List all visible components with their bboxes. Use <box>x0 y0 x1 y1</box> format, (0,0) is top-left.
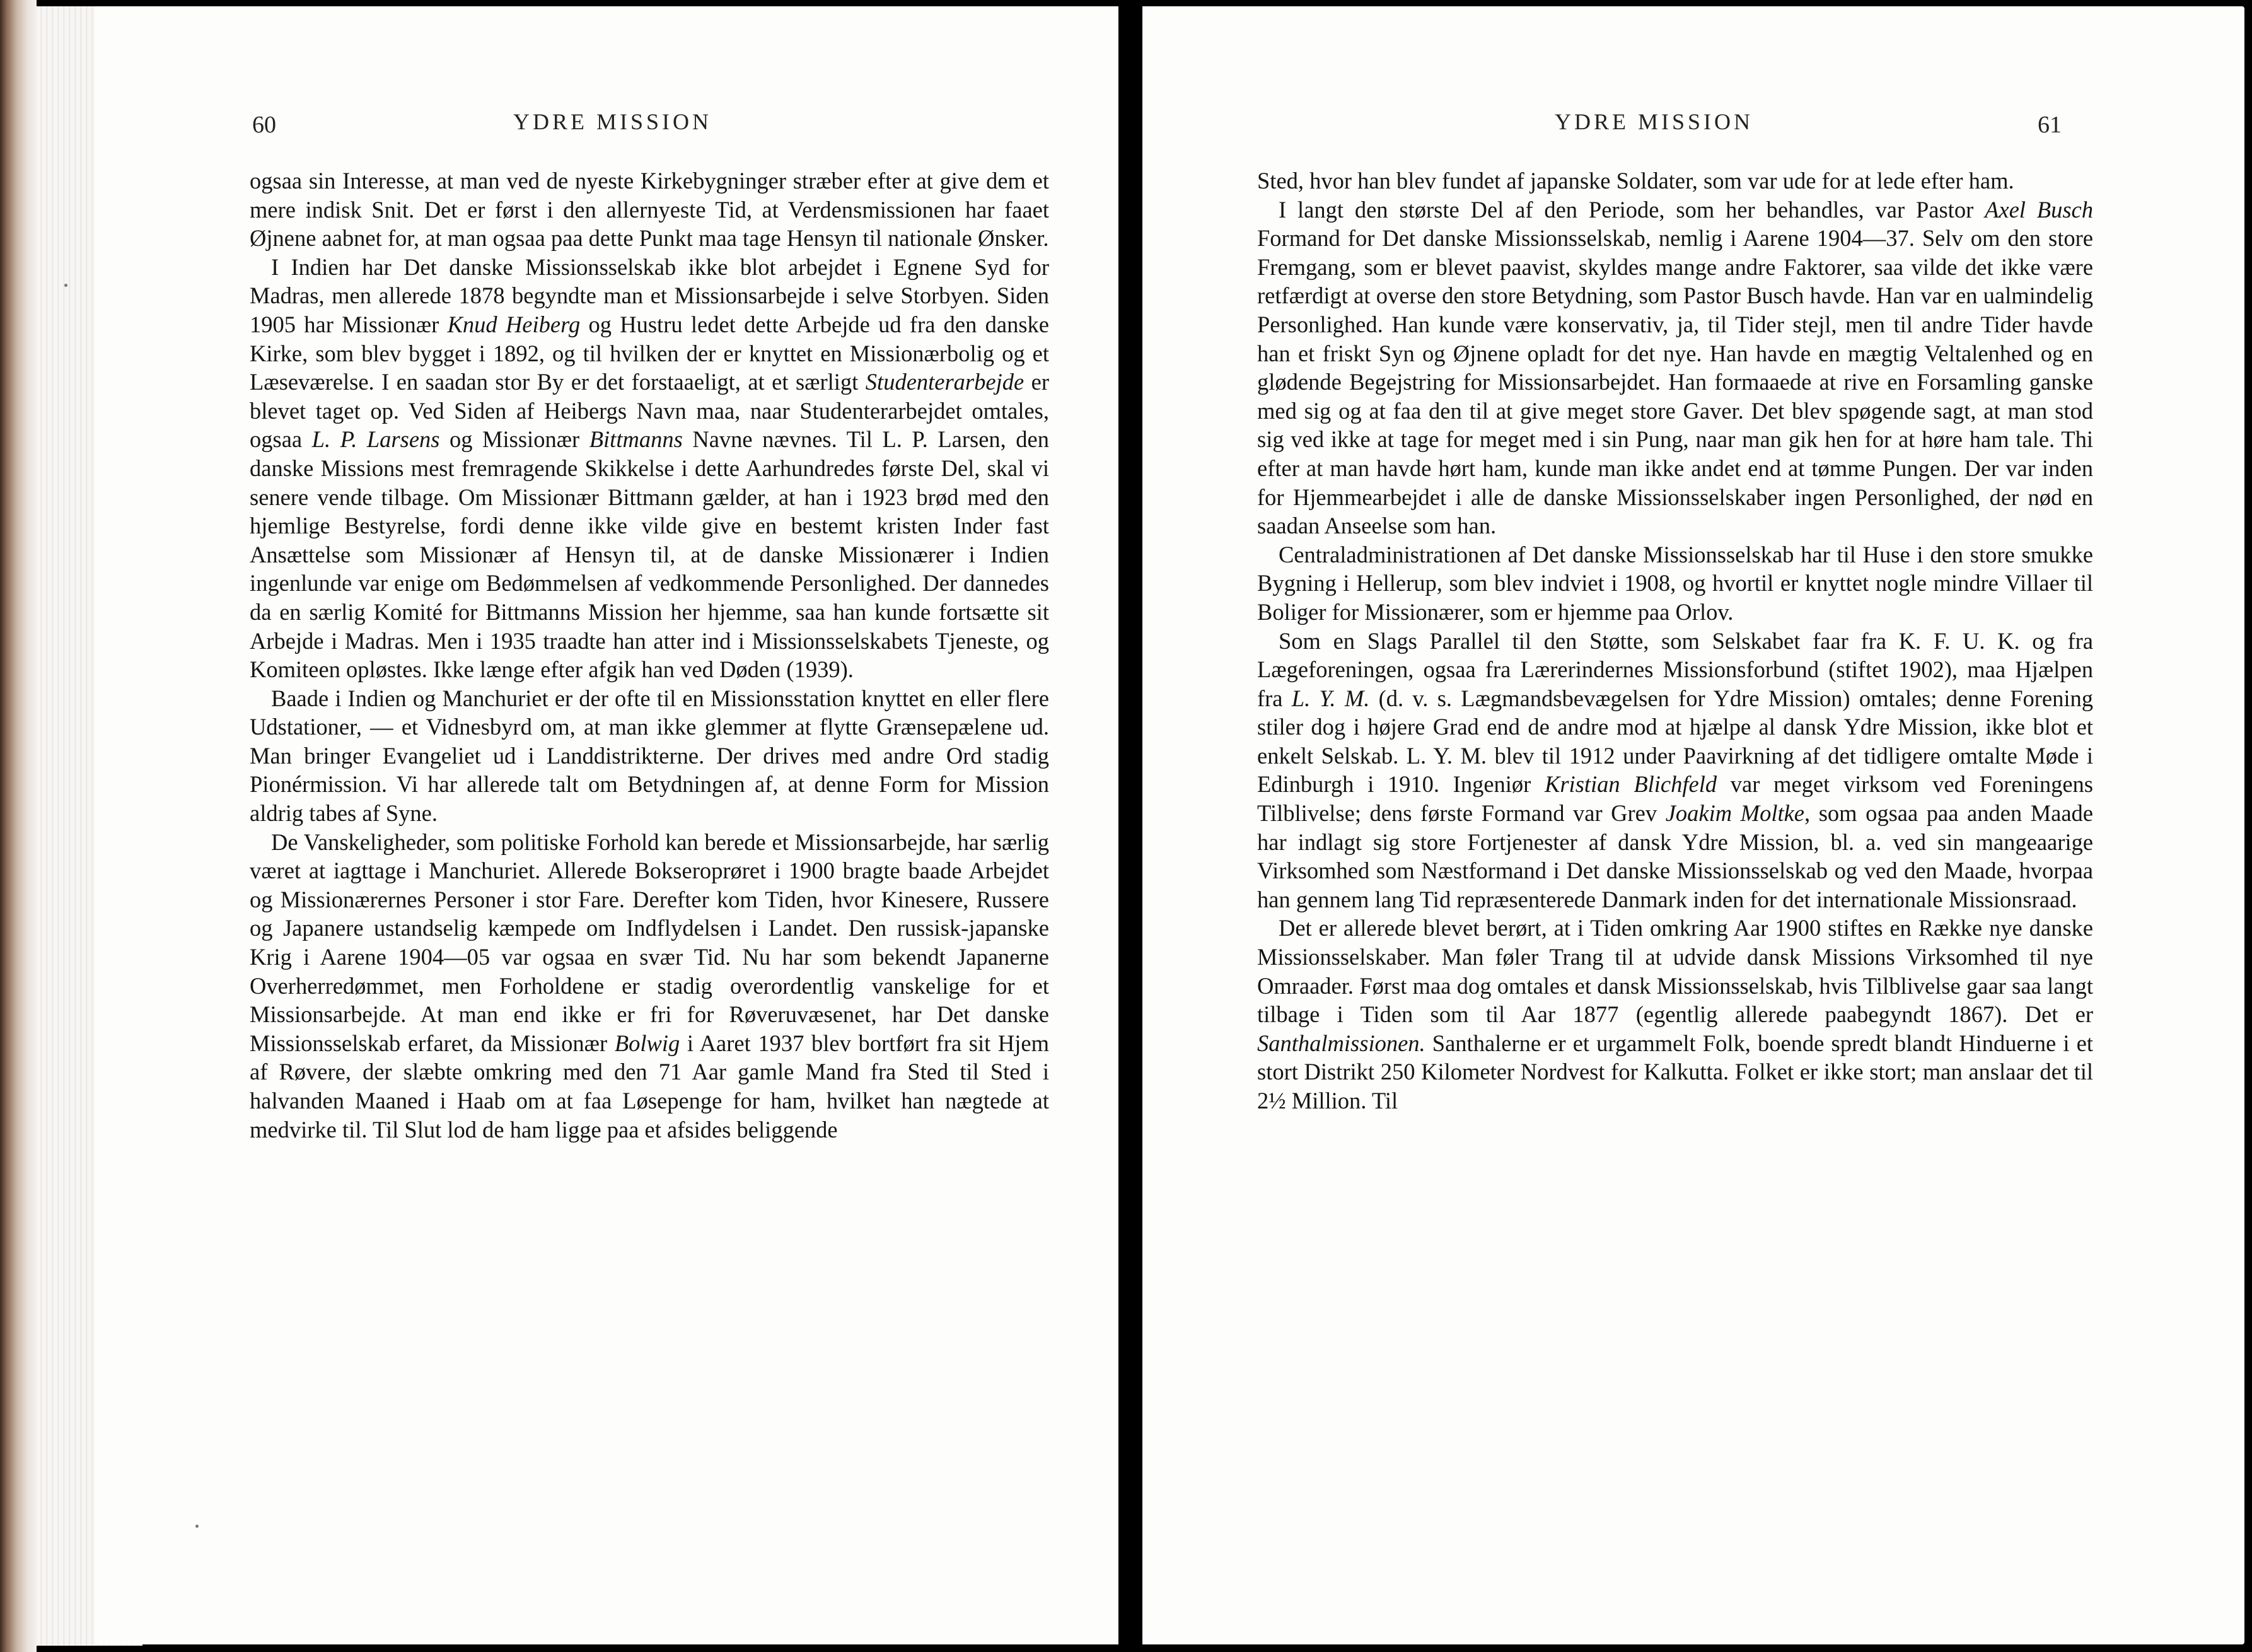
emphasized-name: Santhalmissionen. <box>1257 1030 1425 1056</box>
paragraph: I langt den største Del af den Periode, som her behandles, var Pastor Axel Busch Formand for Det danske Missionsselskab, nemlig i Aarene 1904—37. Selv om den store Fremgang, som er blevet paavist, skyldes mange andre Faktorer, saa vilde det ikke være retfærdigt at overse den store Betydning, som Pastor Busch havde. Han var en ualmindelig Personlighed. Han kunde være konservativ, ja, til Tider stejl, men til andre Tider havde han et friskt Syn og Øjnene opladt for det nye. Han havde en mægtig Veltalenhed og en glødende Begejstring for Missionsarbejdet. Han formaaede at rive en Forsamling ganske med sig og at faa den til at give meget store Gaver. Det blev spøgende sagt, at man stod sig ved ikke at tage for meget med i sin Pung, naar man gik hen for at høre ham tale. Thi efter at man havde hørt ham, kunde man ikke andet end at tømme Pungen. Der var inden for Hjemmearbejdet i alle de danske Missionsselskaber ingen Personlighed, der nød en saadan Anseelse som han. <box>1257 196 2093 539</box>
left-page-number: 60 <box>252 112 276 138</box>
speck <box>195 1525 199 1528</box>
emphasized-name: L. P. Larsens <box>311 426 440 453</box>
paragraph: Som en Slags Parallel til den Støtte, som Selskabet faar fra K. F. U. K. og fra Lægeforeningen, ogsaa fra Lærerindernes Missionsforbund (stiftet 1902), maa Hjælpen fra L. Y. M. (d. v. s. Lægmandsbevægelsen for Ydre Mission) omtales; denne Forening stiler dog i højere Grad end de andre mod at hjælpe al dansk Ydre Mission, ikke blot et enkelt Selskab. L. Y. M. blev til 1912 under Paavirkning af det tidligere omtalte Møde i Edinburgh i 1910. Ingeniør Kristian Blichfeld var meget virksom ved Foreningens Tilblivelse; dens første Formand var Grev Joakim Moltke, som ogsaa paa anden Maade har indlagt sig store Fortjenester af dansk Ydre Mission, bl. a. ved sin mangeaarige Virksomhed som Næstformand i Det danske Missionsselskab og ved den Maade, hvorpaa han gennem lang Tid repræsenterede Danmark inden for det internationale Missionsraad. <box>1257 627 2093 912</box>
paragraph: I Indien har Det danske Missionsselskab ikke blot arbejdet i Egnene Syd for Madras, men allerede 1878 begyndte man et Missionsarbejde i selve Storbyen. Siden 1905 har Missionær Knud Heiberg og Hustru ledet dette Arbejde ud fra den danske Kirke, som blev bygget i 1892, og til hvilken der er knyttet en Missionærbolig og et Læseværelse. I en saadan stor By er det forstaaeligt, at et særligt Studenterarbejde er blevet taget op. Ved Siden af Heibergs Navn maa, naar Studenterarbejdet omtales, ogsaa L. P. Larsens og Missionær Bittmanns Navne nævnes. Til L. P. Larsen, den danske Missions mest fremragende Skikkelse i dette Aarhundredes første Del, skal vi senere vende tilbage. Om Missionær Bittmann gælder, at han i 1923 brød med den hjemlige Bestyrelse, fordi denne ikke vilde give en bestemt kristen Inder fast Ansættelse som Missionær af Hensyn til, at de danske Missionærer i Indien ingenlunde var enige om Bedømmelsen af vedkommende Personlighed. Der dannedes da en særlig Komité for Bittmanns Mission her hjemme, saa han kunde fortsætte sit Arbejde i Madras. Men i 1935 traadte han atter ind i Missionsselskabets Tjeneste, og Komiteen opløstes. Ikke længe efter afgik han ved Døden (1939). <box>250 253 1050 683</box>
speck <box>64 284 67 287</box>
emphasized-name: Bolwig <box>614 1030 680 1056</box>
paragraph: Centraladministrationen af Det danske Missionsselskab har til Huse i den store smukke Bygning i Hellerup, som blev indviet i 1908, og hvortil er knyttet nogle mindre Villaer til Boliger for Missionærer, som er hjemme paa Orlov. <box>1257 541 2093 625</box>
right-running-head: YDRE MISSION <box>1555 109 1754 134</box>
emphasized-name: Bittmanns <box>589 426 683 453</box>
emphasized-name: Knud Heiberg <box>447 311 581 337</box>
paragraph: Det er allerede blevet berørt, at i Tiden omkring Aar 1900 stiftes en Række nye danske Missionsselskaber. Man føler Trang til at udvide dansk Missions Virksomhed til nye Omraader. Først maa dog omtales et dansk Missionsselskab, hvis Tilblivelse gaar saa langt tilbage i Tiden som til Aar 1877 (egentlig allerede paabegyndt 1867). Det er Santhalmissionen. Santhalerne er et urgammelt Folk, boende spredt blandt Hinduerne i et stort Distrikt 250 Kilometer Nordvest for Kalkutta. Folket er ikke stort; man anslaar det til 2½ Million. Til <box>1257 915 2093 1114</box>
paragraph: De Vanskeligheder, som politiske Forhold kan berede et Missionsarbejde, har særlig været at iagttage i Manchuriet. Allerede Bokseroprøret i 1900 bragte baade Arbejdet og Missionærernes Personer i stor Fare. Derefter kom Tiden, hvor Kinesere, Russere og Japanere ustandselig kæmpede om Indflydelsen i Landet. Den russisk-japanske Krig i Aarene 1904—05 var ogsaa en svær Tid. Nu har som bekendt Japanerne Overherredømmet, men Forholdene er stadig overordentlig vanskelige for et Missionsarbejde. At man end ikke er fri for Røveruvæsenet, har Det danske Missionsselskab erfaret, da Missionær Bolwig i Aaret 1937 blev bortført fra sit Hjem af Røvere, der slæbte omkring med den 71 Aar gamle Mand fra Sted til Sted i halvanden Maaned i Haab om at faa Løsepenge for ham, hvilket han nægtede at medvirke til. Til Slut lod de ham ligge paa et afsides beliggende <box>250 829 1050 1143</box>
left-body-text <box>250 166 1049 1144</box>
right-page <box>1142 6 2244 1644</box>
paragraph: ogsaa sin Interesse, at man ved de nyeste Kirkebygninger stræber efter at give dem et mere indisk Snit. Det er først i den allernyeste Tid, at Verdensmissionen har faaet Øjnene aabnet for, at man ogsaa paa dette Punkt maa tage Hensyn til nationale Ønsker. <box>250 168 1049 252</box>
book-gutter <box>1118 0 1142 1652</box>
emphasized-name: Kristian Blichfeld <box>1545 771 1717 798</box>
emphasized-name: L. Y. M. <box>1291 685 1370 711</box>
left-page <box>95 6 1118 1644</box>
left-running-head: YDRE MISSION <box>513 109 712 134</box>
emphasized-name: Axel Busch <box>1985 196 2093 223</box>
paragraph: Baade i Indien og Manchuriet er der ofte til en Missionsstation knyttet en eller flere Udstationer, — et Vidnesbyrd om, at man ikke glemmer at flytte Grænsepælene ud. Man bringer Evangeliet ud i Landdistrikterne. Der drives med andre Ord stadig Pionérmission. Vi har allerede talt om Betydningen af, at denne Form for Mission aldrig tabes af Syne. <box>250 685 1049 827</box>
paragraph: Sted, hvor han blev fundet af japanske Soldater, som var ude for at lede efter ham. <box>1257 168 2014 194</box>
emphasized-name: Joakim Moltke <box>1665 800 1805 827</box>
right-page-number: 61 <box>2038 112 2062 138</box>
book-edge-shadow <box>0 0 37 1652</box>
right-body-text <box>1257 166 2093 1115</box>
emphasized-name: Studenterarbejde <box>865 369 1024 395</box>
